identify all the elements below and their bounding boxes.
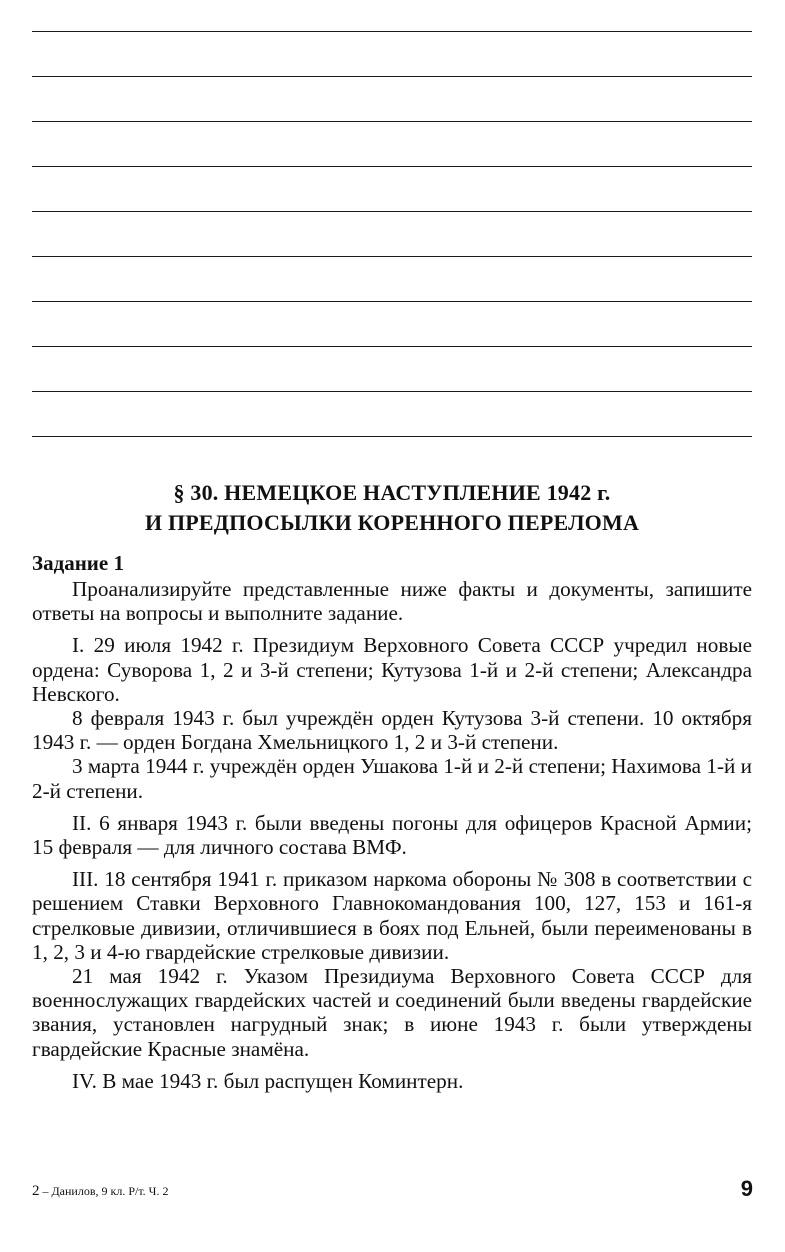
printer-signature [32,1183,168,1199]
section-iv-paragraph-1: IV. В мае 1943 г. был распущен Коминтерн. [72,1068,464,1093]
writing-line [32,166,752,167]
section-heading-line-2: И ПРЕДПОСЫЛКИ КОРЕННОГО ПЕРЕЛОМА [144,510,640,535]
writing-line [32,256,752,257]
section-iii-paragraph-1: III. 18 сентября 1941 г. приказом наркома обороны № 308 в соответствии с решением Ставки Верховного Главнокомандования 100, 127, 153 и 161-я стрелковые дивизии, отличившиеся в боях под Ельней, были переименованы в 1, 2, 3 и 4-ю гвардейские стрелковые дивизии. [32,867,752,964]
signature-text: – Данилов, 9 кл. Р/т. Ч. 2 [39,1184,169,1198]
writing-line [32,391,752,392]
writing-line [32,301,752,302]
section-i-paragraph-2: 8 февраля 1943 г. был учреждён орден Кутузова 3-й степени. 10 октября 1943 г. — орден Богдана Хмельницкого 1, 2 и 3-й степени. [32,706,752,755]
writing-line [32,211,752,212]
section-ii-paragraph-1: II. 6 января 1943 г. были введены погоны для офицеров Красной Армии; 15 февраля — для личного состава ВМФ. [32,810,752,860]
task-title: Задание 1 [32,551,124,575]
answer-writing-lines [32,0,752,440]
page-number: 9 [740,1176,753,1201]
section-i-paragraph-1: I. 29 июля 1942 г. Президиум Верховного Совета СССР учредил новые ордена: Суворова 1, 2 и 3-й степени; Кутузова 1-й и 2-й степени; Александра Невского. [32,633,752,706]
writing-line [32,436,752,437]
section-heading [32,478,752,538]
task-intro: Проанализируйте представленные ниже факты и документы, запишите ответы на вопросы и выполните задание. [32,577,752,626]
writing-line [32,346,752,347]
writing-line [32,31,752,32]
task-body [32,577,752,1093]
writing-line [32,121,752,122]
section-iii-paragraph-2: 21 мая 1942 г. Указом Президиума Верховного Совета СССР для военнослужащих гвардейских частей и соединений были введены гвардейские звания, установлен нагрудный знак; в июне 1943 г. были утверждены гвардейские Красные знамёна. [32,964,752,1061]
writing-line [32,76,752,77]
section-i-paragraph-3: 3 марта 1944 г. учреждён орден Ушакова 1-й и 2-й степени; Нахимова 1-й и 2-й степени. [32,754,752,803]
signature-number: 2 [32,1183,40,1199]
section-heading-line-1: § 30. НЕМЕЦКОЕ НАСТУПЛЕНИЕ 1942 г. [173,480,611,505]
